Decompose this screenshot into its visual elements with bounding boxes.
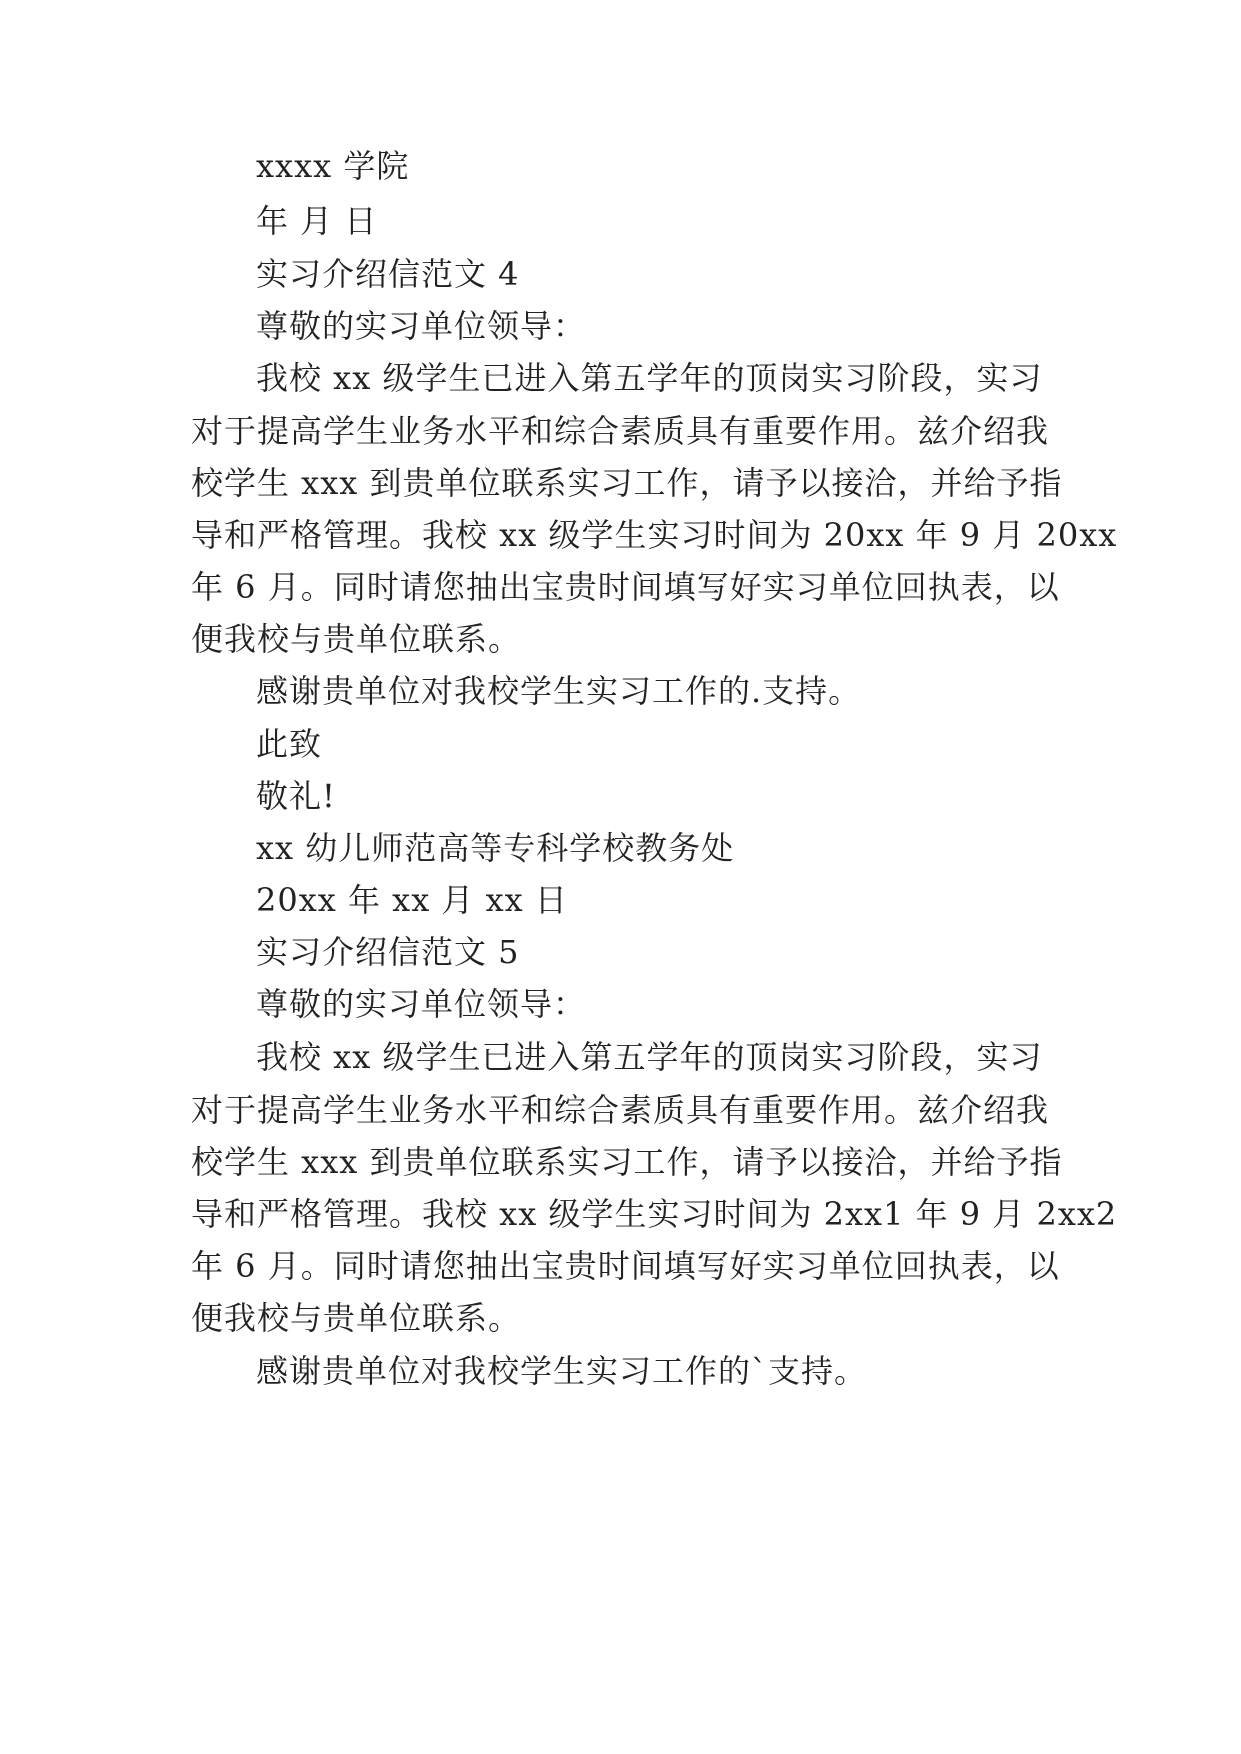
letter5-body-line: 我校 xx 级学生已进入第五学年的顶岗实习阶段，实习: [256, 1038, 1043, 1076]
letter5-body-line: 对于提高学生业务水平和综合素质具有重要作用。兹介绍我: [191, 1091, 1050, 1129]
letter4-body-line: 对于提高学生业务水平和综合素质具有重要作用。兹介绍我: [191, 412, 1050, 450]
letter4-body-line: 校学生 xxx 到贵单位联系实习工作，请予以接洽，并给予指: [191, 464, 1063, 502]
letter5-body-line: 校学生 xxx 到贵单位联系实习工作，请予以接洽，并给予指: [191, 1143, 1063, 1181]
letter5-salutation: 尊敬的实习单位领导：: [256, 985, 587, 1023]
letter5-thanks: 感谢贵单位对我校学生实习工作的`支持。: [256, 1352, 868, 1390]
school-name: xxxx 学院: [256, 147, 410, 185]
letter5-title: 实习介绍信范文 5: [256, 933, 520, 971]
letter5-body-line: 年 6 月。同时请您抽出宝贵时间填写好实习单位回执表，以: [191, 1247, 1060, 1285]
letter4-signature: xx 幼儿师范高等专科学校教务处: [256, 829, 735, 867]
date-placeholder: 年 月 日: [256, 202, 378, 240]
letter4-title: 实习介绍信范文 4: [256, 255, 520, 293]
letter4-body-line: 年 6 月。同时请您抽出宝贵时间填写好实习单位回执表，以: [191, 568, 1060, 606]
letter4-closing: 此致: [256, 725, 323, 763]
letter5-body-line: 便我校与贵单位联系。: [191, 1299, 522, 1337]
letter5-body-line: 导和严格管理。我校 xx 级学生实习时间为 2xx1 年 9 月 2xx2: [191, 1195, 1118, 1233]
letter4-salutation: 尊敬的实习单位领导：: [256, 307, 587, 345]
letter4-body-line: 导和严格管理。我校 xx 级学生实习时间为 20xx 年 9 月 20xx: [191, 516, 1118, 554]
letter4-date: 20xx 年 xx 月 xx 日: [256, 881, 568, 919]
letter4-regards: 敬礼!: [256, 777, 336, 815]
letter4-body-line: 便我校与贵单位联系。: [191, 620, 522, 658]
letter4-thanks: 感谢贵单位对我校学生实习工作的.支持。: [256, 672, 862, 710]
letter4-body-line: 我校 xx 级学生已进入第五学年的顶岗实习阶段，实习: [256, 359, 1043, 397]
